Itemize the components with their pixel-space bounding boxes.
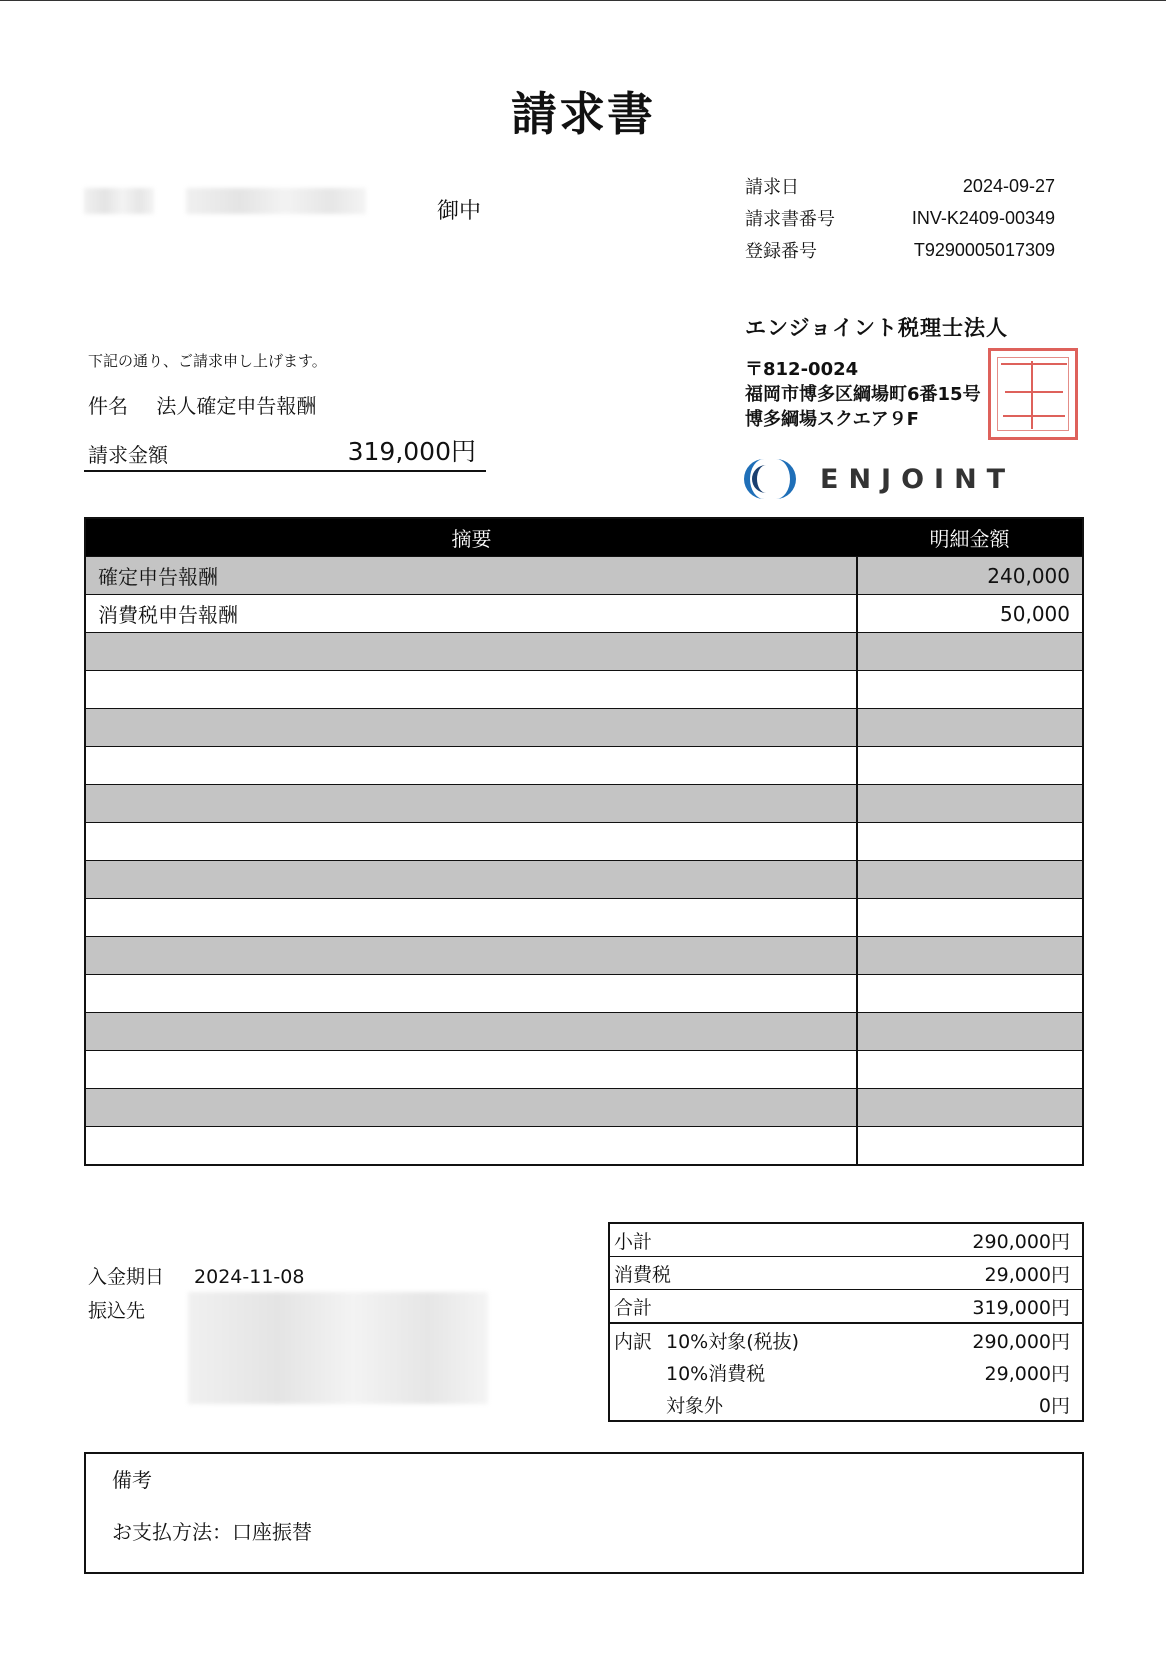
taxable-label: 10%対象(税抜) — [666, 1330, 800, 1353]
item-description — [85, 975, 857, 1013]
breakdown-taxable-row — [610, 1324, 1082, 1356]
meta-label: 請求書番号 — [745, 209, 835, 230]
meta-row-number — [745, 202, 1055, 234]
total-value: 319,000円 — [972, 1296, 1070, 1319]
total-label: 合計 — [614, 1296, 653, 1319]
enjoint-logo — [740, 455, 1015, 503]
table-row — [85, 1089, 1083, 1127]
breakdown-label: 内訳 — [614, 1330, 653, 1353]
table-row — [85, 823, 1083, 861]
item-amount — [857, 671, 1083, 709]
totals-box — [608, 1222, 1084, 1422]
company-seal-stamp — [988, 348, 1078, 440]
remarks-box — [84, 1452, 1084, 1574]
subtotal-label: 小計 — [614, 1230, 653, 1253]
table-row — [85, 747, 1083, 785]
exempt-label: 対象外 — [666, 1394, 724, 1417]
tax-row — [610, 1257, 1082, 1290]
issuer-company: エンジョイント税理士法人 — [745, 316, 1009, 340]
table-row — [85, 899, 1083, 937]
subject-label: 件名 — [88, 394, 128, 418]
item-amount: 50,000 — [857, 595, 1083, 633]
amount-label: 請求金額 — [88, 443, 168, 467]
item-amount — [857, 633, 1083, 671]
item-amount — [857, 747, 1083, 785]
item-amount — [857, 1089, 1083, 1127]
table-row — [85, 1051, 1083, 1089]
item-description: 確定申告報酬 — [85, 557, 857, 595]
breakdown-exempt-row — [610, 1388, 1082, 1420]
issuer-postal: 〒812-0024 — [745, 359, 859, 380]
invoice-amount — [84, 436, 486, 472]
item-description — [85, 861, 857, 899]
subtotal-value: 290,000円 — [972, 1230, 1070, 1253]
subject — [88, 390, 316, 419]
column-header-amount: 明細金額 — [857, 518, 1083, 557]
table-row — [85, 861, 1083, 899]
payment-due — [88, 1262, 304, 1289]
table-row — [85, 709, 1083, 747]
meta-row-registration — [745, 234, 1055, 266]
item-description — [85, 937, 857, 975]
item-amount — [857, 899, 1083, 937]
meta-row-date — [745, 170, 1055, 202]
table-row — [85, 937, 1083, 975]
item-amount — [857, 709, 1083, 747]
issuer-address-line1: 福岡市博多区綱場町6番15号 — [745, 384, 981, 405]
amount-value: 319,000円 — [347, 437, 476, 466]
item-description: 消費税申告報酬 — [85, 595, 857, 633]
invoice-meta — [745, 170, 1055, 266]
meta-value: INV-K2409-00349 — [911, 207, 1055, 228]
item-description — [85, 633, 857, 671]
exempt-value: 0円 — [1038, 1394, 1070, 1417]
table-row — [85, 975, 1083, 1013]
meta-value: 2024-09-27 — [962, 175, 1055, 196]
remarks-body: お支払方法：口座振替 — [112, 1520, 312, 1544]
item-description — [85, 899, 857, 937]
table-header-row — [85, 518, 1083, 557]
tax-label: 消費税 — [614, 1263, 672, 1286]
issuer-address — [745, 357, 981, 432]
item-amount — [857, 1051, 1083, 1089]
table-row — [85, 1013, 1083, 1051]
item-amount: 240,000 — [857, 557, 1083, 595]
item-amount — [857, 937, 1083, 975]
item-amount — [857, 1127, 1083, 1166]
breakdown-tax10-row — [610, 1356, 1082, 1388]
line-items-table — [84, 517, 1084, 1166]
remarks-heading: 備考 — [112, 1468, 152, 1492]
item-description — [85, 823, 857, 861]
item-description — [85, 671, 857, 709]
due-date: 2024-11-08 — [194, 1266, 305, 1288]
subject-value: 法人確定申告報酬 — [156, 394, 317, 418]
table-row — [85, 1127, 1083, 1166]
item-description — [85, 709, 857, 747]
item-amount — [857, 975, 1083, 1013]
redacted-addressee-2 — [186, 188, 366, 214]
document-title: 請求書 — [511, 87, 655, 141]
item-description — [85, 785, 857, 823]
tax10-label: 10%消費税 — [666, 1362, 766, 1385]
total-row — [610, 1290, 1082, 1324]
redacted-bank-details — [188, 1292, 488, 1404]
table-row — [85, 633, 1083, 671]
item-amount — [857, 861, 1083, 899]
transfer-to-label: 振込先 — [88, 1300, 146, 1322]
logo-text: ENJOINT — [820, 463, 1016, 495]
item-description — [85, 1127, 857, 1166]
subtotal-row — [610, 1224, 1082, 1257]
meta-value: T9290005017309 — [913, 239, 1055, 260]
redacted-addressee-1 — [84, 188, 154, 214]
tax-value: 29,000円 — [984, 1263, 1070, 1286]
table-row — [85, 671, 1083, 709]
table-row — [85, 785, 1083, 823]
item-amount — [857, 823, 1083, 861]
meta-label: 請求日 — [745, 177, 799, 198]
due-label: 入金期日 — [88, 1266, 165, 1288]
item-description — [85, 1089, 857, 1127]
table-row — [85, 557, 1083, 595]
column-header-description: 摘要 — [85, 518, 857, 557]
item-description — [85, 747, 857, 785]
top-border — [0, 0, 1166, 1]
item-amount — [857, 785, 1083, 823]
issuer-address-line2: 博多綱場スクエア９F — [745, 409, 919, 430]
item-description — [85, 1013, 857, 1051]
taxable-value: 290,000円 — [972, 1330, 1070, 1353]
tax10-value: 29,000円 — [984, 1362, 1070, 1385]
item-description — [85, 1051, 857, 1089]
meta-label: 登録番号 — [745, 241, 817, 262]
item-amount — [857, 1013, 1083, 1051]
enjoint-logo-icon — [740, 455, 800, 503]
table-row — [85, 595, 1083, 633]
addressee-honorific: 御中 — [437, 199, 482, 224]
intro-text: 下記の通り、ご請求申し上げます。 — [88, 352, 327, 370]
